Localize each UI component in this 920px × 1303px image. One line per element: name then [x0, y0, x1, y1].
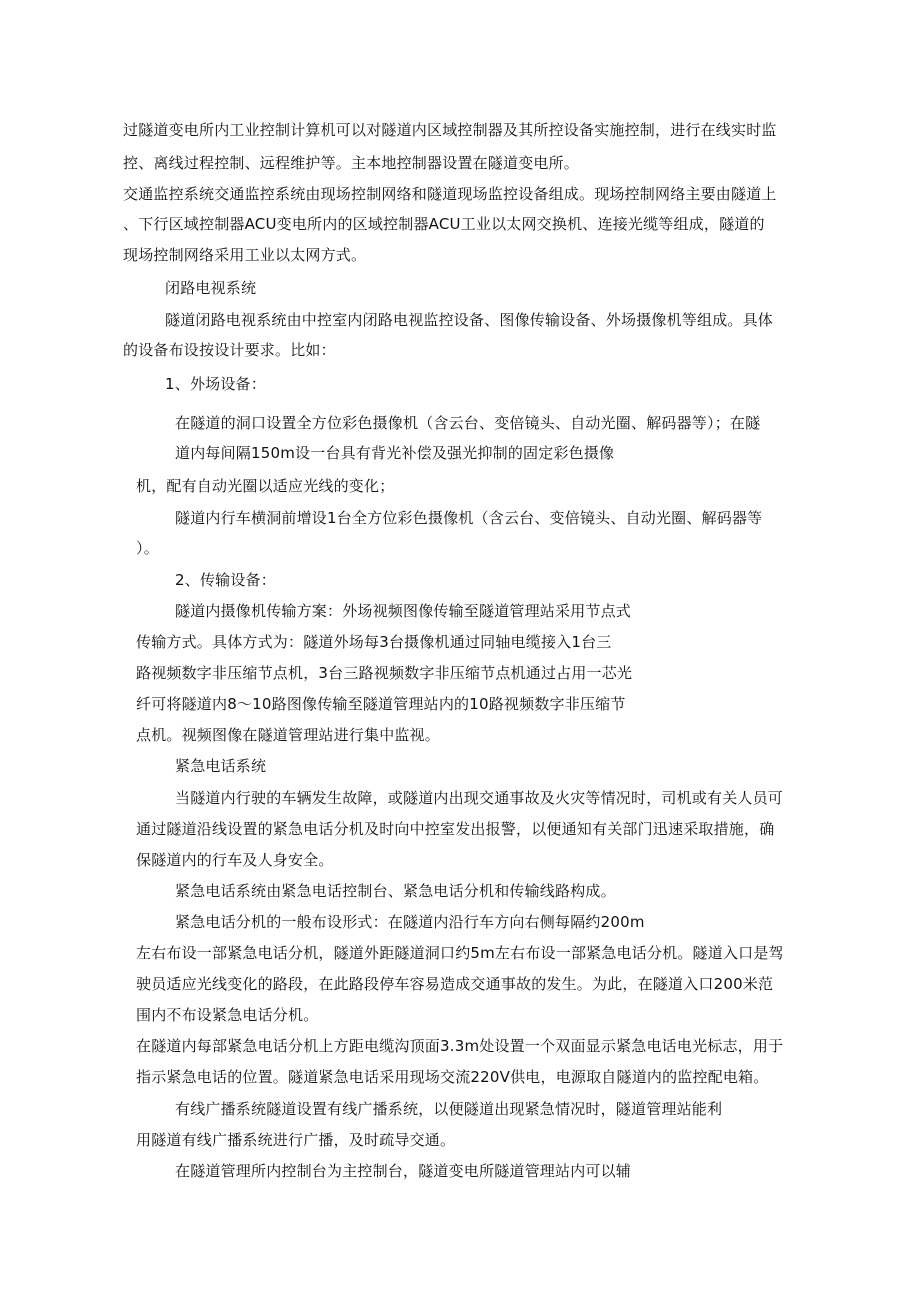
text-line-4: 、下行区域控制器ACU变电所内的区域控制器ACU工业以太网交换机、连接光缆等组成，隧道的: [123, 215, 765, 233]
section-heading-emergency-phone: 紧急电话系统: [175, 757, 267, 775]
text-line-32: 有线广播系统隧道设置有线广播系统，以便隧道出现紧急情况时，隧道管理站能利: [175, 1100, 723, 1118]
text-line-12: 机，配有自动光圈以适应光线的变化；: [136, 477, 395, 495]
text-line-8: 的设备布设按设计要求。比如：: [123, 341, 336, 359]
text-line-25: 紧急电话系统由紧急电话控制台、紧急电话分机和传输线路构成。: [175, 882, 616, 900]
list-heading-transmission-equipment: 2、传输设备：: [175, 571, 276, 589]
text-line-5: 现场控制网络采用工业以太网方式。: [123, 246, 367, 264]
text-line-14: ）。: [136, 539, 159, 557]
text-line-13: 隧道内行车横洞前增设1台全方位彩色摄像机（含云台、变倍镜头、自动光圈、解码器等: [175, 509, 763, 527]
text-line-20: 点机。视频图像在隧道管理站进行集中监视。: [136, 726, 441, 744]
text-line-1: 过隧道变电所内工业控制计算机可以对隧道内区域控制器及其所控设备实施控制，进行在线实时监: [123, 121, 777, 139]
text-line-19: 纤可将隧道内8～10路图像传输至隧道管理站内的10路视频数字非压缩节: [136, 695, 626, 713]
text-line-18: 路视频数字非压缩节点机，3台三路视频数字非压缩节点机通过占用一芯光: [136, 664, 633, 682]
text-line-2: 控、离线过程控制、远程维护等。主本地控制器设置在隧道变电所。: [123, 154, 580, 172]
text-line-31: 指示紧急电话的位置。隧道紧急电话采用现场交流220V供电，电源取自隧道内的监控配电箱。: [136, 1068, 769, 1086]
section-heading-cctv: 闭路电视系统: [165, 279, 257, 297]
text-line-16: 隧道内摄像机传输方案：外场视频图像传输至隧道管理站采用节点式: [175, 602, 632, 620]
text-line-30: 在隧道内每部紧急电话分机上方距电缆沟顶面3.3m处设置一个双面显示紧急电话电光标志，用于: [136, 1037, 784, 1055]
text-line-28: 驶员适应光线变化的路段，在此路段停车容易造成交通事故的发生。为此，在隧道入口200米范: [136, 975, 774, 993]
text-line-17: 传输方式。具体方式为：隧道外场每3台摄像机通过同轴电缆接入1台三: [136, 633, 612, 651]
text-line-24: 保隧道内的行车及人身安全。: [136, 851, 334, 869]
text-line-33: 用隧道有线广播系统进行广播，及时疏导交通。: [136, 1131, 456, 1149]
list-heading-field-equipment: 1、外场设备：: [165, 375, 266, 393]
text-line-3: 交通监控系统交通监控系统由现场控制网络和隧道现场监控设备组成。现场控制网络主要由隧道上: [123, 185, 777, 203]
text-line-10: 在隧道的洞口设置全方位彩色摄像机（含云台、变倍镜头、自动光圈、解码器等）；在隧: [175, 414, 761, 432]
text-line-26: 紧急电话分机的一般布设形式：在隧道内沿行车方向右侧每隔约200m: [175, 913, 645, 931]
text-line-34: 在隧道管理所内控制台为主控制台，隧道变电所隧道管理站内可以辅: [175, 1162, 632, 1180]
text-line-29: 围内不布设紧急电话分机。: [136, 1006, 319, 1024]
text-line-22: 当隧道内行驶的车辆发生故障，或隧道内出现交通事故及火灾等情况时，司机或有关人员可: [175, 789, 784, 807]
text-line-27: 左右布设一部紧急电话分机，隧道外距隧道洞口约5m左右布设一部紧急电话分机。隧道入口是驾: [136, 944, 784, 962]
text-line-23: 通过隧道沿线设置的紧急电话分机及时向中控室发出报警，以便通知有关部门迅速采取措施，确: [136, 820, 775, 838]
text-line-11: 道内每间隔150m设一台具有背光补偿及强光抑制的固定彩色摄像: [175, 444, 615, 462]
text-line-7: 隧道闭路电视系统由中控室内闭路电视监控设备、图像传输设备、外场摄像机等组成。具体: [165, 311, 774, 329]
